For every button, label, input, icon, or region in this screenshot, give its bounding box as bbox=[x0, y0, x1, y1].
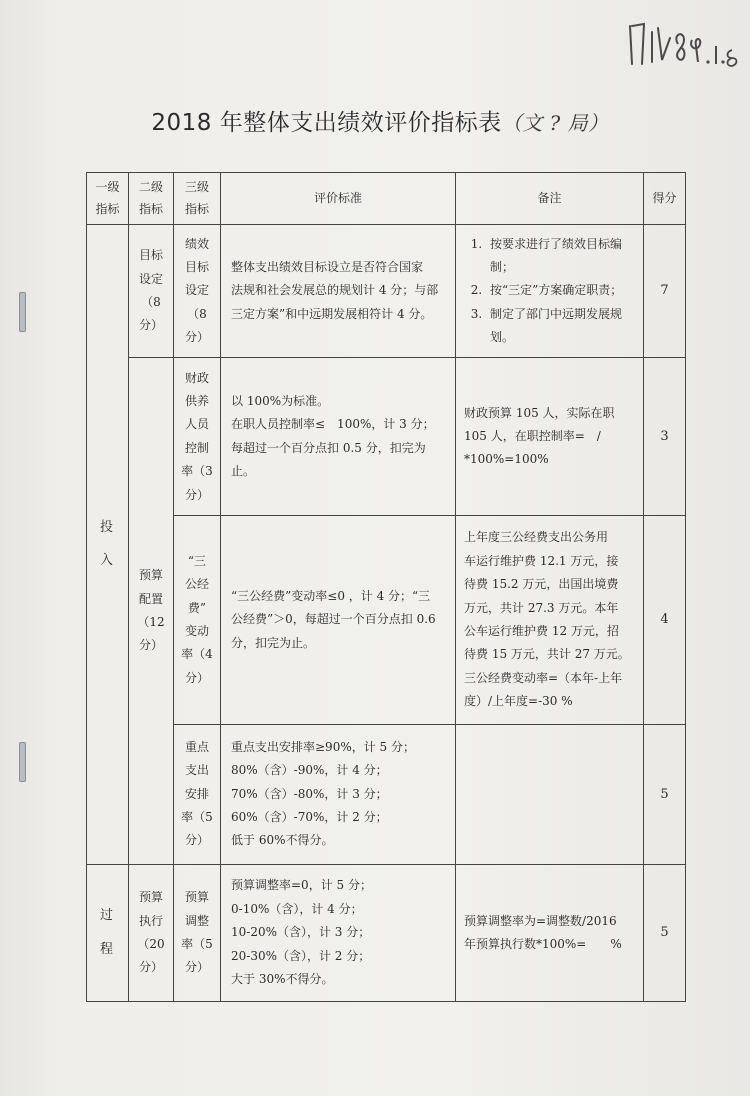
remarks: 预算调整率为=调整数/2016 年预算执行数*100%= % bbox=[456, 864, 644, 1001]
score: 7 bbox=[644, 225, 686, 358]
title-handwritten-note: （文 ? 局） bbox=[501, 111, 609, 135]
title-text: 2018 年整体支出绩效评价指标表 bbox=[151, 110, 502, 136]
level3-indicator: 重点 支出 安排 率（5 分） bbox=[174, 724, 221, 864]
score: 5 bbox=[644, 724, 686, 864]
level2-indicator: 预算 配置 （12 分） bbox=[129, 358, 174, 865]
remarks: 上年度三公经费支出公务用 车运行维护费 12.1 万元，接 待费 15.2 万元，出国出境费 万元，共计 27.3 万元。本年 公车运行维护费 12 万元，招 待费 15 万元，共计 27 万元。 三公经费变动率=（本年-上年 度）/上年度=-30 % bbox=[456, 516, 644, 724]
table-header-row bbox=[87, 173, 686, 225]
evaluation-standard: 预算调整率=0，计 5 分； 0-10%（含），计 4 分； 10-20%（含），计 3 分； 20-30%（含），计 2 分； 大于 30%不得分。 bbox=[221, 864, 456, 1001]
level1-indicator: 过 程 bbox=[87, 864, 129, 1001]
level1-indicator: 投 入 bbox=[87, 225, 129, 865]
evaluation-table bbox=[86, 172, 686, 1002]
column-header: 二级 指标 bbox=[129, 173, 174, 225]
table-row bbox=[87, 724, 686, 864]
level3-indicator: 财政 供养 人员 控制 率（3 分） bbox=[174, 358, 221, 516]
column-header: 三级 指标 bbox=[174, 173, 221, 225]
column-header: 评价标准 bbox=[221, 173, 456, 225]
table-row bbox=[87, 516, 686, 724]
score: 5 bbox=[644, 864, 686, 1001]
remarks bbox=[456, 724, 644, 864]
evaluation-standard: 以 100%为标准。 在职人员控制率≤ 100%，计 3 分； 每超过一个百分点扣 0.5 分，扣完为 止。 bbox=[221, 358, 456, 516]
evaluation-standard: 重点支出安排率≥90%，计 5 分； 80%（含）-90%，计 4 分； 70%（含）-80%，计 3 分； 60%（含）-70%，计 2 分； 低于 60%不得分。 bbox=[221, 724, 456, 864]
column-header: 备注 bbox=[456, 173, 644, 225]
level3-indicator: 绩效 目标 设定 （8 分） bbox=[174, 225, 221, 358]
level2-indicator: 目标 设定 （8 分） bbox=[129, 225, 174, 358]
level3-indicator: 预算 调整 率（5 分） bbox=[174, 864, 221, 1001]
column-header: 一级 指标 bbox=[87, 173, 129, 225]
handwritten-signature bbox=[622, 18, 742, 74]
remarks: 1. 按要求进行了绩效目标编制； 2. 按“三定”方案确定职责； 3. 制定了部门中远期发展规划。 bbox=[456, 225, 644, 358]
level3-indicator: “三 公经 费” 变动 率（4 分） bbox=[174, 516, 221, 724]
score: 4 bbox=[644, 516, 686, 724]
evaluation-standard: “三公经费”变动率≤0 ，计 4 分；“三 公经费”＞0，每超过一个百分点扣 0.6 分，扣完为止。 bbox=[221, 516, 456, 724]
staple bbox=[19, 292, 26, 332]
evaluation-standard: 整体支出绩效目标设立是否符合国家 法规和社会发展总的规划计 4 分；与部 三定方案”和中远期发展相符计 4 分。 bbox=[221, 225, 456, 358]
table-row bbox=[87, 225, 686, 358]
remarks: 财政预算 105 人，实际在职 105 人，在职控制率= / *100%=100% bbox=[456, 358, 644, 516]
document-title bbox=[150, 104, 610, 137]
score: 3 bbox=[644, 358, 686, 516]
column-header: 得分 bbox=[644, 173, 686, 225]
table-row bbox=[87, 864, 686, 1001]
level2-indicator: 预算 执行 （20 分） bbox=[129, 864, 174, 1001]
staple bbox=[19, 742, 26, 782]
table-row bbox=[87, 358, 686, 516]
